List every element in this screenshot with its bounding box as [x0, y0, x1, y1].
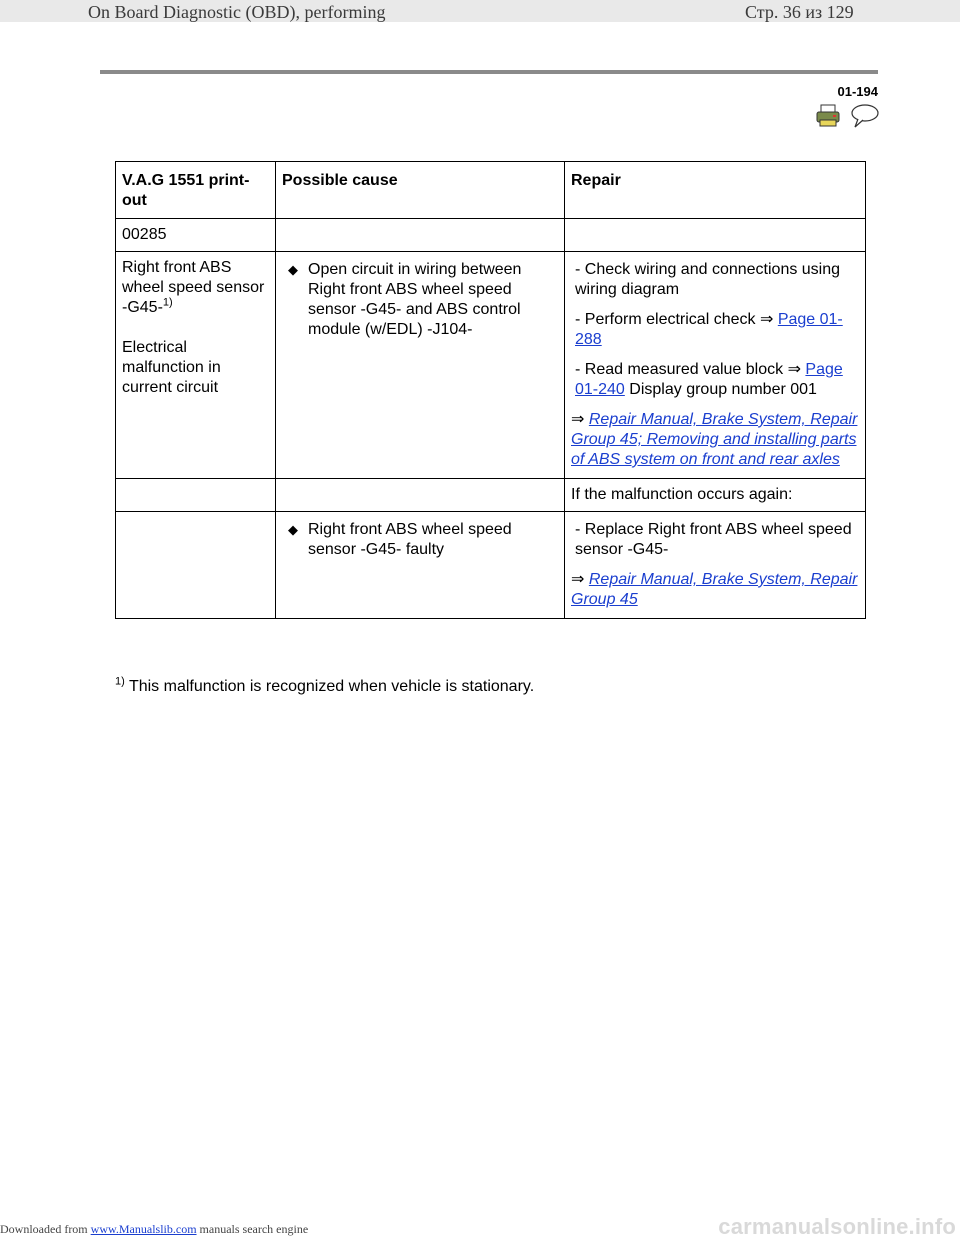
- list-item: [282, 518, 558, 560]
- repair-manual-link[interactable]: Repair Manual, Brake System, Repair Group 45: [571, 571, 858, 608]
- table-row: [116, 219, 866, 252]
- repair-step: - Replace Right front ABS wheel speed sensor -G45-: [575, 521, 852, 558]
- footnote-mark: 1): [162, 296, 173, 309]
- repair-manual-link[interactable]: Repair Manual, Brake System, Repair Group 45; Removing and installing parts of ABS system on front and rear axles: [571, 411, 858, 468]
- diagnostic-table: [115, 161, 866, 619]
- speech-bubble-icon[interactable]: [849, 102, 881, 133]
- page-code: 01-194: [837, 84, 878, 99]
- printout-cell: [116, 252, 276, 479]
- repair-step: - Read measured value block ⇒ Page 01-240 Display group number 001: [575, 361, 843, 398]
- printer-icon[interactable]: [815, 102, 841, 133]
- arrow-icon: ⇒: [571, 571, 585, 588]
- footnote-mark: 1): [115, 675, 125, 688]
- repair-step: - Check wiring and connections using wiring diagram: [575, 261, 841, 298]
- list-item: [282, 258, 558, 340]
- fault-code: 00285: [116, 219, 276, 252]
- table-header-row: [116, 162, 866, 219]
- cause-text: Right front ABS wheel speed sensor -G45- faulty: [308, 521, 512, 558]
- repair-cell: [565, 512, 866, 619]
- repair-step: - Perform electrical check ⇒ Page 01-288: [575, 311, 843, 348]
- column-header-printout: V.A.G 1551 print-out: [116, 162, 276, 219]
- download-footer: Downloaded from www.Manualslib.com manuals search engine: [0, 1222, 309, 1236]
- printout-malfunction: Electrical malfunction in current circuit: [122, 339, 221, 396]
- table-row: [116, 512, 866, 619]
- cause-cell: [276, 252, 565, 479]
- page-counter: Стр. 36 из 129: [745, 2, 854, 22]
- table-row: [116, 252, 866, 479]
- diamond-bullet-icon: ◆: [288, 522, 298, 537]
- repair-cell: [565, 252, 866, 479]
- top-rule: [100, 70, 878, 74]
- repeat-note: If the malfunction occurs again:: [565, 479, 866, 512]
- footnote-text: This malfunction is recognized when vehicle is stationary.: [128, 678, 535, 695]
- printout-component: Right front ABS wheel speed sensor -G45-: [122, 259, 265, 316]
- repair-reference: [571, 410, 859, 470]
- cause-text: Open circuit in wiring between Right front ABS wheel speed sensor -G45- and ABS control module (w/EDL) -J104-: [308, 261, 522, 338]
- page-link-01-288[interactable]: Page 01-288: [575, 311, 843, 348]
- page-link-01-240[interactable]: Page 01-240: [575, 361, 843, 398]
- arrow-icon: ⇒: [787, 361, 801, 378]
- toolbar-icons: [815, 102, 881, 128]
- footnote: [115, 675, 535, 696]
- column-header-cause: Possible cause: [276, 162, 565, 219]
- document-title: On Board Diagnostic (OBD), performing: [88, 2, 386, 22]
- arrow-icon: ⇒: [571, 411, 585, 428]
- table-row: [116, 479, 866, 512]
- diamond-bullet-icon: ◆: [288, 262, 298, 277]
- cause-cell: [276, 512, 565, 619]
- watermark-text: carmanualsonline.info: [718, 1214, 956, 1239]
- arrow-icon: ⇒: [759, 311, 774, 328]
- column-header-repair: Repair: [565, 162, 866, 219]
- repair-reference: [571, 570, 859, 610]
- manualslib-link[interactable]: www.Manualslib.com: [90, 1222, 197, 1236]
